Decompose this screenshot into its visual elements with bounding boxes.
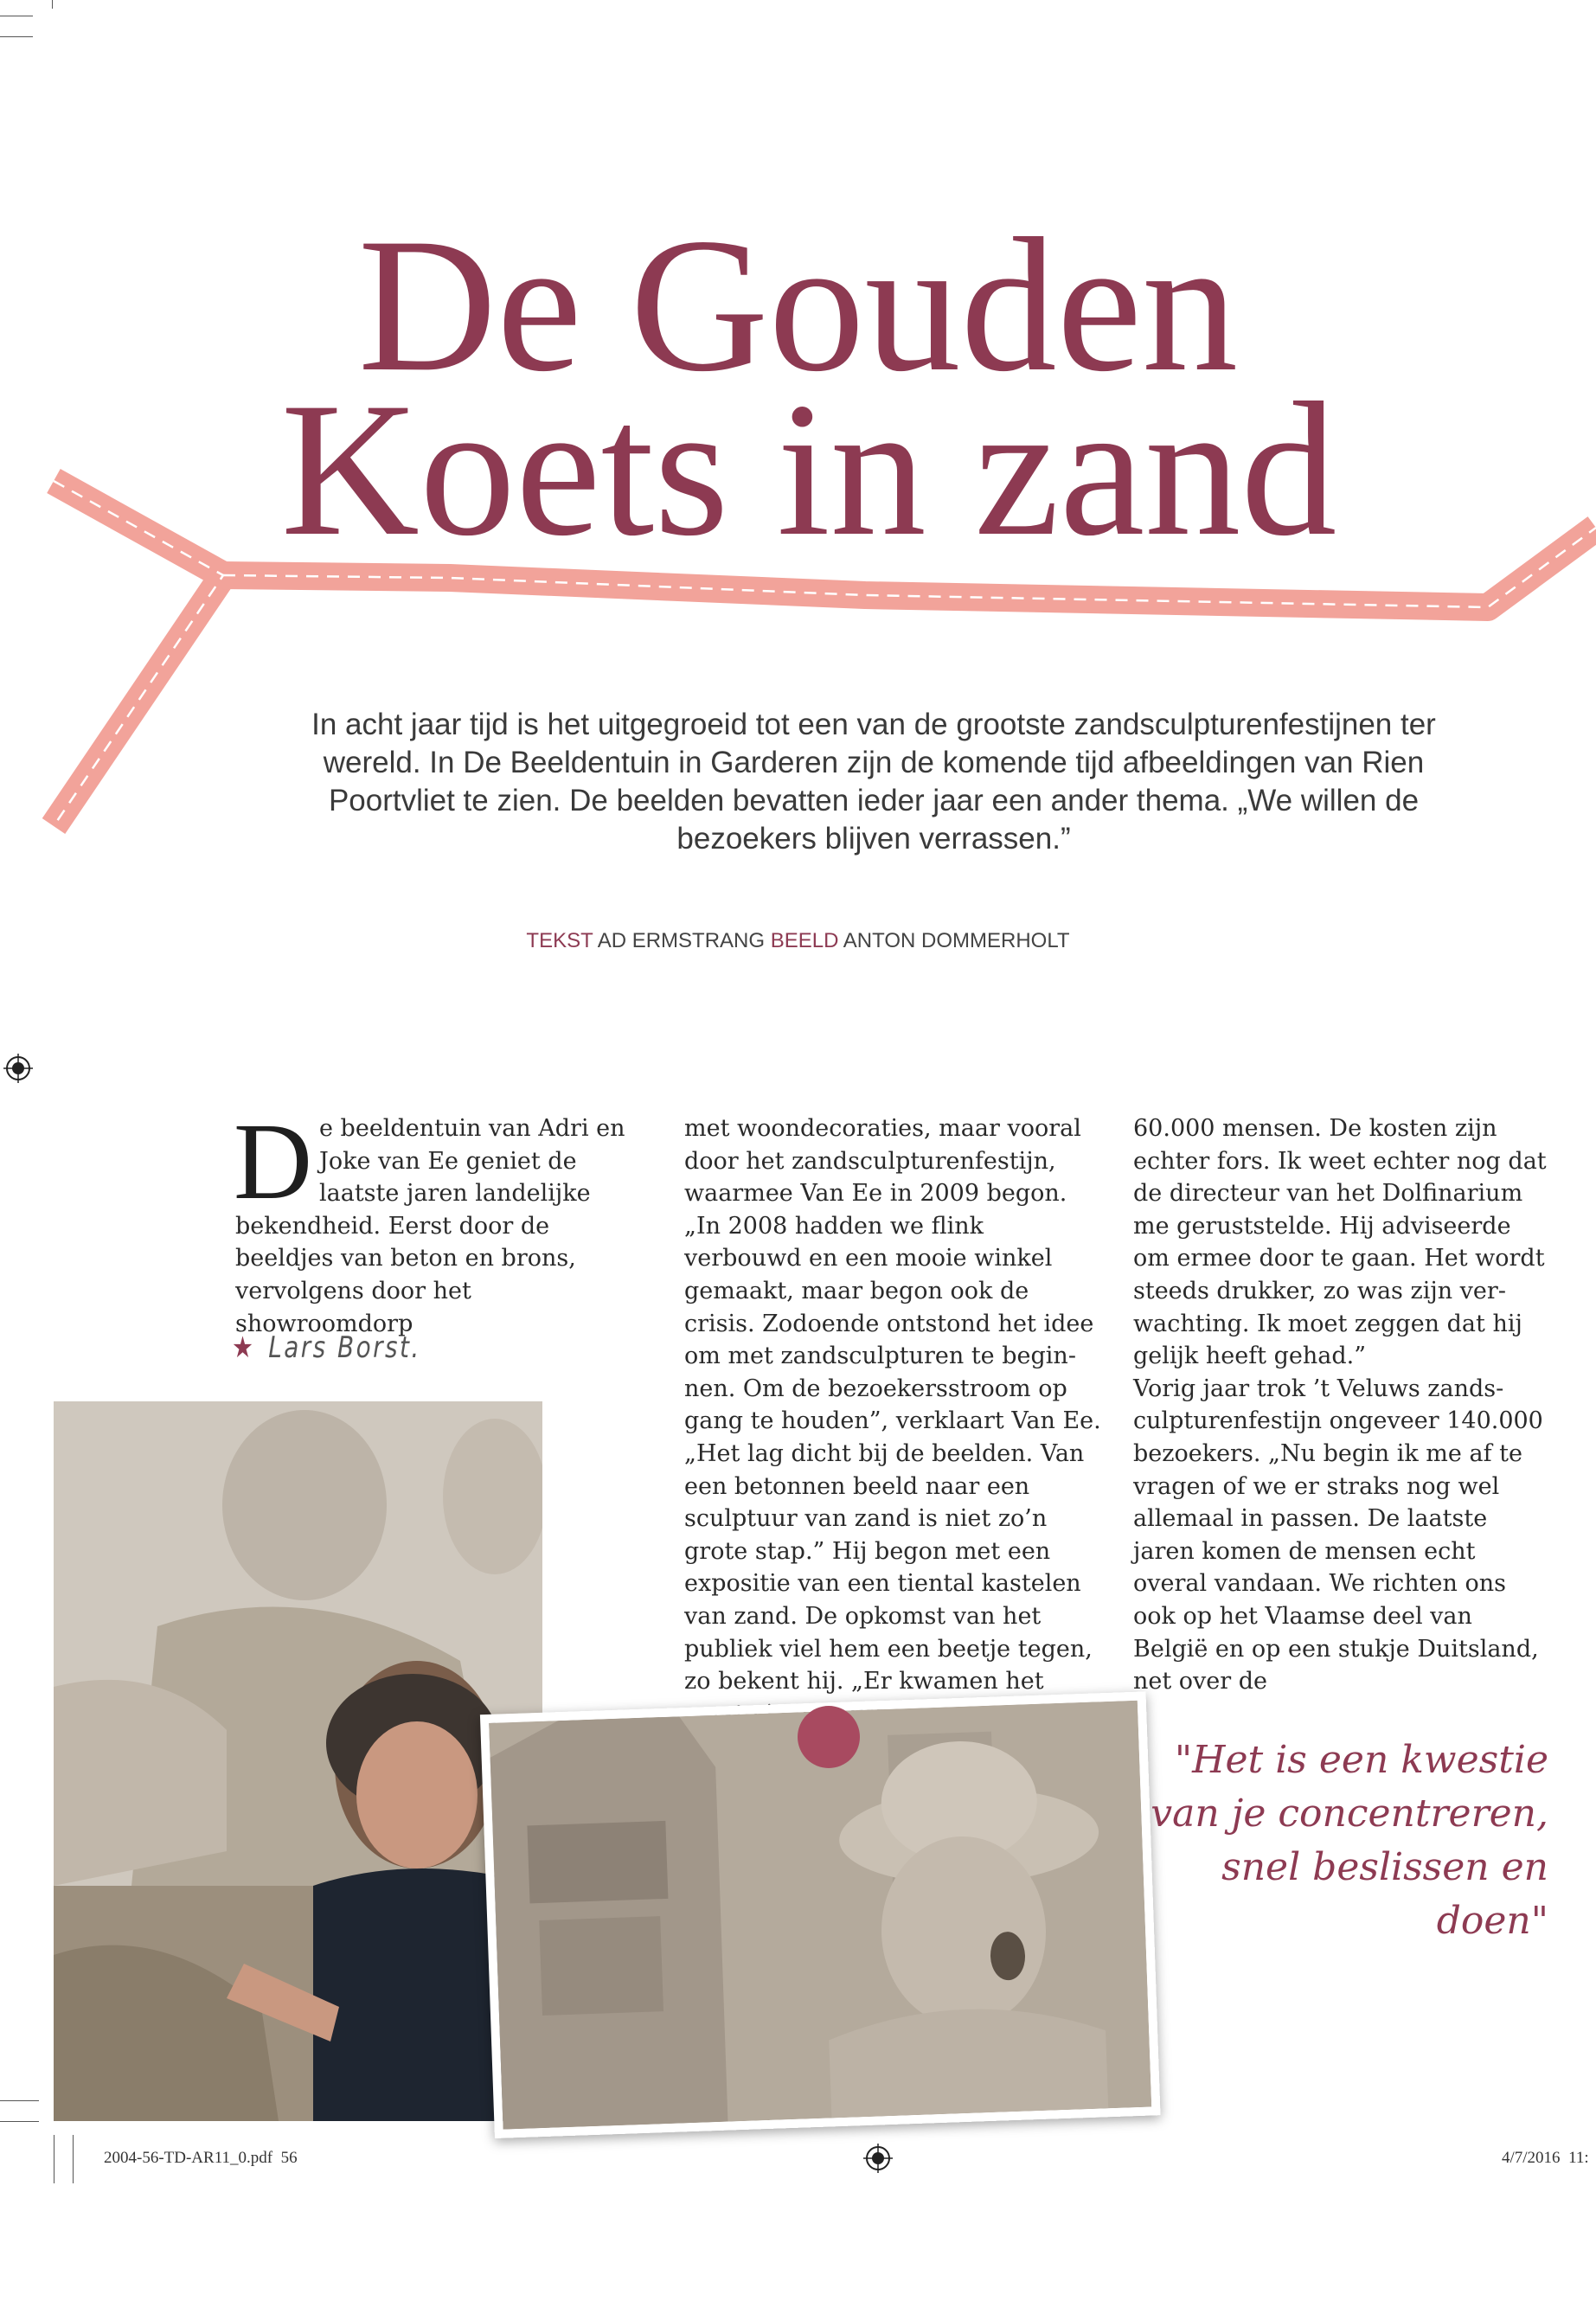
photo-sculptor: [54, 1401, 542, 2121]
article-credits: [0, 929, 1596, 953]
article-title-line-1: De Gouden: [357, 199, 1239, 412]
footer-time: 11:: [1568, 2149, 1589, 2167]
column-3-paragraph-2: Vorig jaar trok ’t Veluws zandsculpturenfestijn ongeveer 140.000 bezoekers. „Nu begin ik me af te vragen of we er straks nog wel allemaal in passen. De laatste jaren komen de mensen echt overal vandaan. We richten ons ook op het Vlaamse deel van België en op een stukje Duitsland, net over de: [1133, 1375, 1543, 1695]
credit-image-label: BEELD: [770, 929, 839, 952]
credit-text-label: TEKST: [526, 929, 593, 952]
article-column-3: [1133, 1112, 1552, 1698]
accent-dot: [798, 1706, 860, 1768]
column-3-paragraph-1: 60.000 mensen. De kosten zijn echter fors. Ik weet echter nog dat de directeur van het Dolfinarium me geruststelde. Hij adviseerde om ermee door te gaan. Het wordt steeds drukker, zo was zijn verwachting. Ik moet zeggen dat hij gelijk heeft gehad.”: [1133, 1115, 1547, 1370]
author-name: Lars Borst.: [268, 1330, 421, 1365]
registration-mark-icon: [863, 2144, 893, 2173]
credit-text-author: AD ERMSTRANG: [597, 929, 766, 952]
column-2-text: met woondecoraties, maar vooral door het zandsculpturenfestijn, waarmee Van Ee in 2009 begon. „In 2008 hadden we flink verbouwd en een mooie winkel gemaakt, maar begon ook de crisis. Zodoende ontstond het idee om met zandsculpturen te beginnen. Om de bezoekersstroom op gang te houden”, verklaart Van Ee. „Het lag dicht bij de beelden. Van een betonnen beeld naar een sculptuur van zand is niet zo’n grote stap.” Hij begon met een expositie van een tiental kastelen van zand. De opkomst van het publiek viel hem een beetje tegen, zo bekent hij. „Er kwamen het: [684, 1115, 1101, 1695]
photo-sculptor-image: [54, 1401, 542, 2121]
column-1-text: e beeldentuin van Adri en Joke van Ee geniet de laatste jaren landelijke bekendheid. Eerst door de beeldjes van beton en brons, vervolgens door het showroomdorp: [235, 1115, 625, 1337]
article-column-1: [234, 1102, 651, 1340]
footer-timestamp: [1502, 2149, 1589, 2168]
drop-cap: D: [234, 1102, 312, 1222]
footer-page-number: 56: [280, 2149, 298, 2167]
credit-image-author: ANTON DOMMERHOLT: [843, 929, 1070, 952]
article-column-2: [684, 1112, 1101, 1730]
registration-mark-icon: [3, 1054, 33, 1083]
star-icon: ★: [232, 1330, 256, 1365]
pull-quote: "Het is een kwestie van je concentreren, snel beslissen en doen": [1151, 1738, 1548, 1943]
footer-date: 4/7/2016: [1502, 2149, 1561, 2167]
author-byline: [232, 1330, 421, 1365]
article-title-line-2: Koets in zand: [280, 363, 1337, 576]
footer-filename: 2004-56-TD-AR11_0.pdf: [104, 2149, 273, 2167]
footer-slug: [104, 2149, 298, 2168]
article-intro: In acht jaar tijd is het uitgegroeid tot een van de grootste zandsculpturenfestijnen ter wereld. In De Beeldentuin in Garderen zijn de komende tijd afbeeldingen van Rien Poortvliet te zien. De beelden bevatten ieder jaar een ander thema. „We willen de bezoekers blijven verrassen.”: [311, 708, 1436, 856]
